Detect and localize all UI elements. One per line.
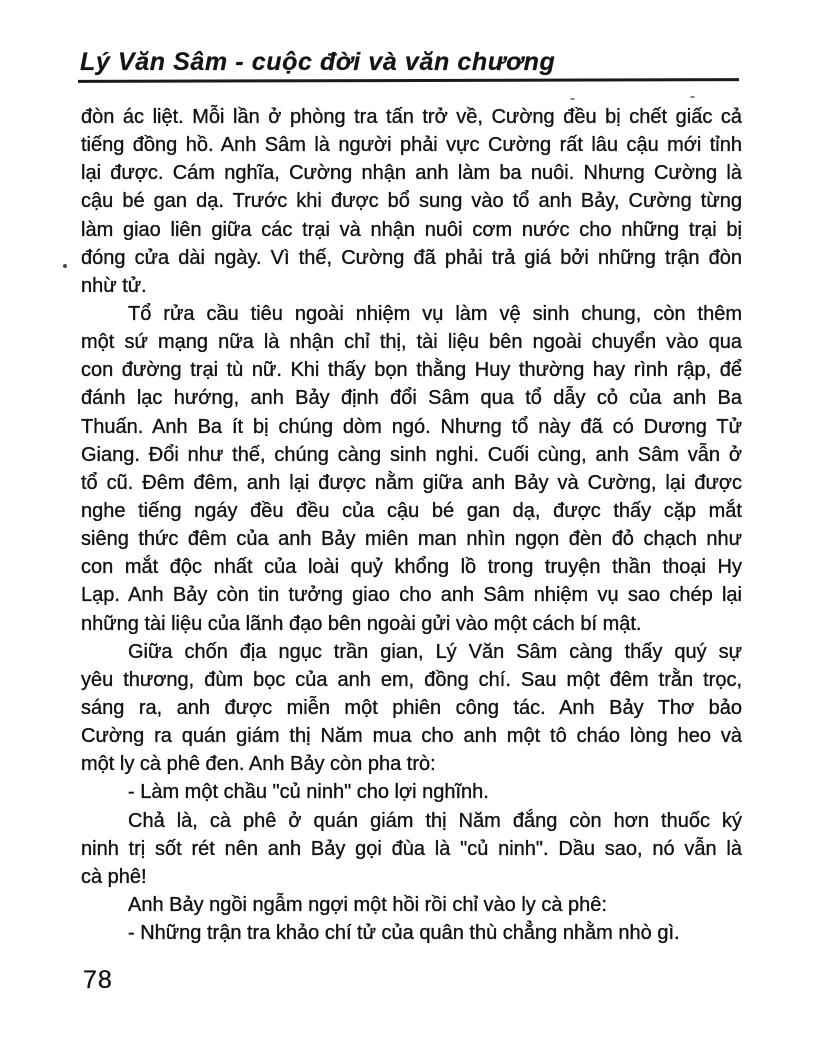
text-line: đánh lạc hướng, anh Bảy định đổi Sâm qua tổ dẫy cỏ của anh Ba [81,387,742,410]
text-line: đòn ác liệt. Mỗi lần ở phòng tra tấn trở về, Cường đều bị chết giấc cả [81,106,742,128]
text-line: Cường ra quán giám thị Năm mua cho anh một tô cháo lòng heo và [81,725,742,748]
text-line: sáng ra, anh được miễn một phiên công tác. Anh Bảy Thơ bảo [81,696,742,719]
text-line: Tổ rửa cầu tiêu ngoài nhiệm vụ làm vệ sinh chung, còn thêm [128,302,742,325]
text-line: ninh trị sốt rét nên anh Bảy gọi đùa là "củ ninh". Dầu sao, nó vẫn là [81,837,742,860]
text-block [81,103,742,947]
text-line: siêng thức đêm của anh Bảy miên man nhìn ngọn đèn đỏ chạch như [81,528,742,551]
text-line: tổ cũ. Đêm đêm, anh lại được nằm giữa anh Bảy và Cường, lại được [81,471,742,494]
scan-speck [570,98,575,100]
text-line: Giữa chốn địa ngục trần gian, Lý Văn Sâm càng thấy quý sự [128,640,742,663]
text-line: nghe tiếng ngáy đều đều của cậu bé gan dạ, được thấy cặp mắt [81,499,742,522]
scan-speck [63,264,67,268]
text-line: Chả là, cà phê ở quán giám thị Năm đắng còn hơn thuốc ký [128,809,742,832]
header-rule [78,78,739,83]
text-line: Anh Bảy ngồi ngẫm ngợi một hồi rồi chỉ vào ly cà phê: [128,893,607,916]
page-number: 78 [83,966,113,994]
text-line: nhừ tử. [81,274,147,297]
text-line: cà phê! [81,865,147,888]
text-line: con mắt độc nhất của loài quỷ khổng lồ trong truyện thần thoại Hy [81,556,742,579]
text-line: Thuấn. Anh Ba ít bị chúng dòm ngó. Nhưng tổ này đã có Dương Tử [81,415,742,438]
text-line: yêu thương, đùm bọc của anh em, đồng chí. Sau một đêm trằn trọc, [81,668,742,691]
text-line: một ly cà phê đen. Anh Bảy còn pha trò: [81,753,436,776]
text-line: Lạp. Anh Bảy còn tin tưởng giao cho anh Sâm nhiệm vụ sao chép lại [81,584,742,607]
running-header-title: Lý Văn Sâm - cuộc đời và văn chương [80,48,556,76]
text-line: tiếng đồng hồ. Anh Sâm là người phải vực Cường rất lâu cậu mới tỉnh [81,134,742,157]
text-line: Giang. Đổi như thế, chúng càng sinh nghi. Cuối cùng, anh Sâm vẫn ở [81,443,742,466]
text-line: đóng cửa dài ngày. Vì thế, Cường đã phải trả giá bởi những trận đòn [81,246,742,269]
text-line: làm giao liên giữa các trại và nhận nuôi cơm nước cho những trại bị [81,218,742,241]
text-line: những tài liệu của lãnh đạo bên ngoài gửi vào một cách bí mật. [81,612,642,635]
scan-speck [690,96,695,98]
text-line: lại được. Cám nghĩa, Cường nhận anh làm ba nuôi. Nhưng Cường là [81,162,742,185]
text-line: - Làm một chầu "củ ninh" cho lợi nghĩnh. [128,781,489,804]
text-line: - Những trận tra khảo chí tử của quân thù chẳng nhằm nhò gì. [128,922,680,945]
text-line: cậu bé gan dạ. Trước khi được bổ sung vào tổ anh Bảy, Cường từng [81,190,742,213]
text-line: con đường trại tù nữ. Khi thấy bọn thằng Huy thường hay rình rập, để [81,359,742,382]
text-line: một sứ mạng nữa là nhận chỉ thị, tài liệu bên ngoài chuyển vào qua [81,331,742,354]
